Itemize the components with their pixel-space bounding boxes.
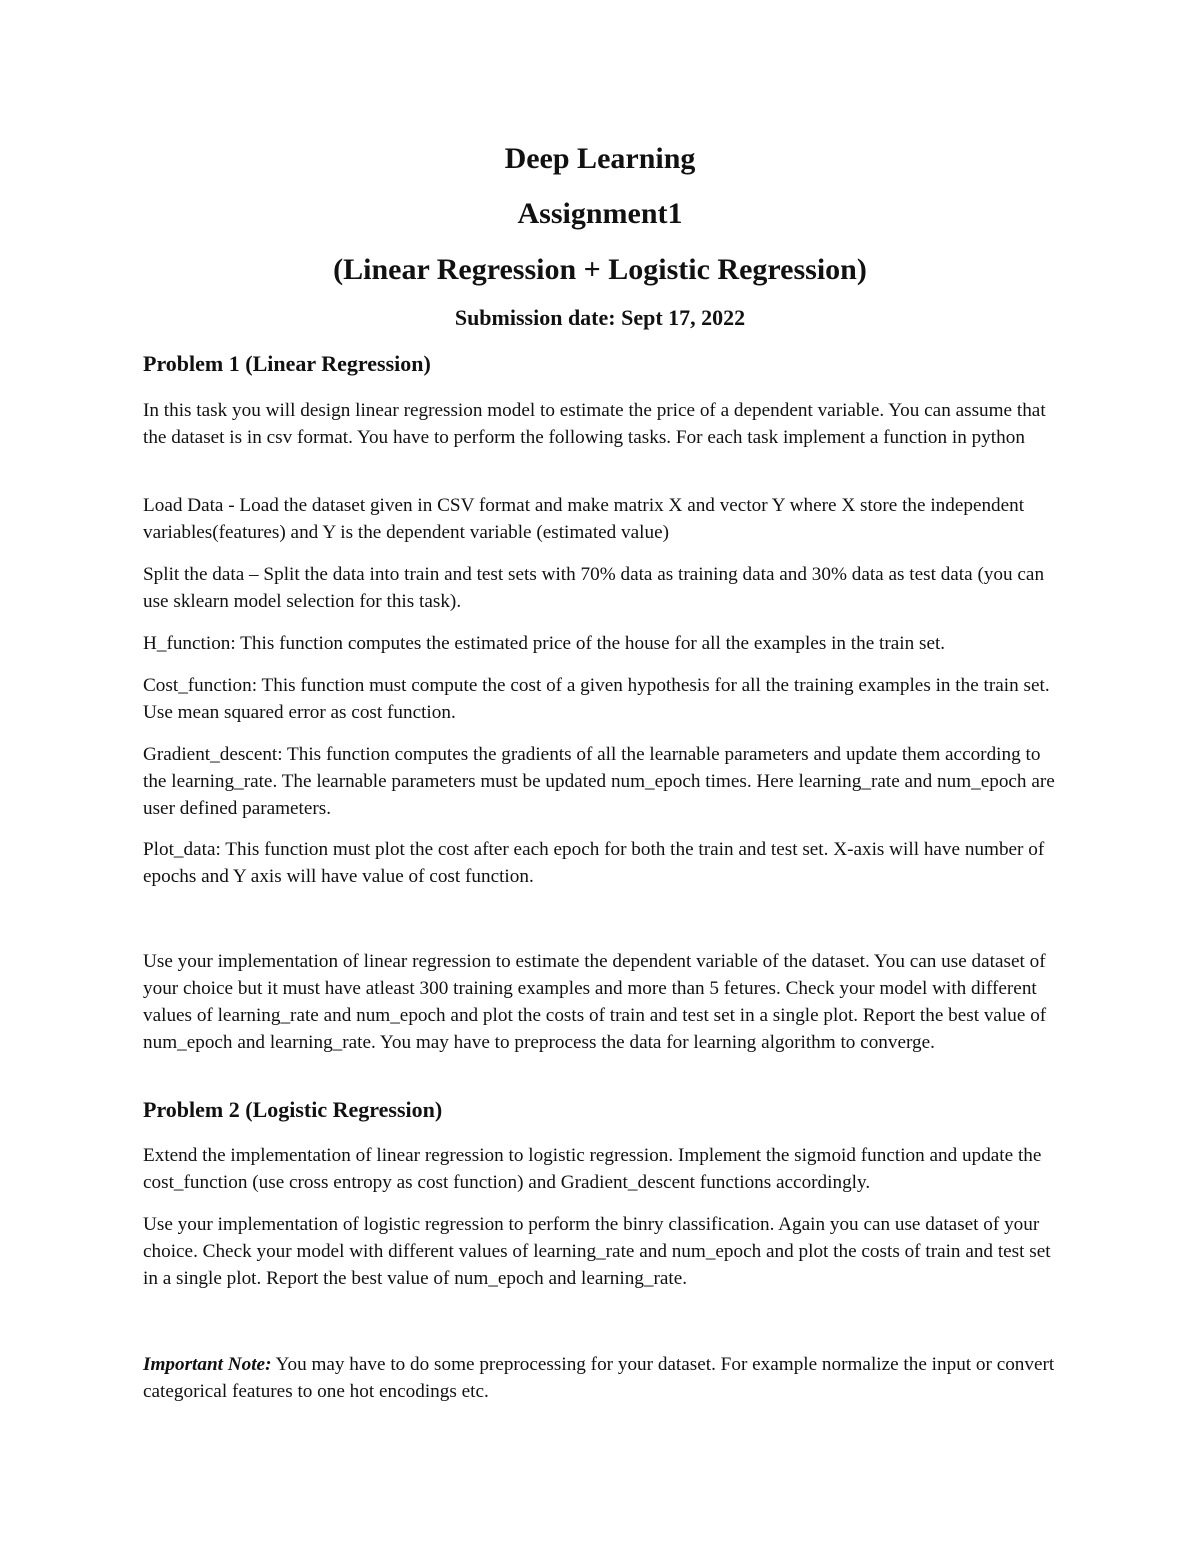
problem2-heading: Problem 2 (Logistic Regression) [143, 1097, 443, 1122]
split-data-task: Split the data – Split the data into train and test sets with 70% data as training data and 30% data as test data (you can use sklearn model selection for this task). [143, 564, 1045, 612]
h-function-task: H_function: This function computes the estimated price of the house for all the examples in the train set. [143, 633, 946, 654]
important-note [143, 1351, 1063, 1405]
submission-date: Submission date: Sept 17, 2022 [454, 305, 746, 330]
document-title: Deep Learning [504, 142, 696, 175]
problem1-heading: Problem 1 (Linear Regression) [143, 351, 431, 376]
load-data-task: Load Data - Load the dataset given in CSV format and make matrix X and vector Y where X store the independent variables(features) and Y is the dependent variable (estimated value) [143, 495, 1025, 543]
important-note-label: Important Note: [143, 1354, 272, 1375]
gradient-descent-task: Gradient_descent: This function computes the gradients of all the learnable parameters and update them according to the learning_rate. The learnable parameters must be updated num_epoch times. Here learning_rate and num_epoch are user defined parameters. [143, 744, 1055, 819]
document-topic: (Linear Regression + Logistic Regression) [333, 253, 867, 286]
document-subtitle: Assignment1 [517, 197, 683, 230]
cost-function-task: Cost_function: This function must compute the cost of a given hypothesis for all the training examples in the train set. Use mean squared error as cost function. [143, 675, 1050, 723]
problem1-usage: Use your implementation of linear regression to estimate the dependent variable of the dataset. You can use dataset of your choice but it must have atleast 300 training examples and more than 5 fetures. Check your model with different values of learning_rate and num_epoch and plot the costs of train and test set in a single plot. Report the best value of num_epoch and learning_rate. You may have to preprocess the data for learning algorithm to converge. [143, 951, 1047, 1053]
important-note-text: You may have to do some preprocessing for your dataset. For example normalize the input or convert categorical features to one hot encodings etc. [143, 1354, 1055, 1402]
problem2-usage: Use your implementation of logistic regression to perform the binry classification. Again you can use dataset of your choice. Check your model with different values of learning_rate and num_epoch and plot the costs of train and test set in a single plot. Report the best value of num_epoch and learning_rate. [143, 1214, 1051, 1289]
problem2-extend: Extend the implementation of linear regression to logistic regression. Implement the sigmoid function and update the cost_function (use cross entropy as cost function) and Gradient_descent functions accordingly. [143, 1145, 1042, 1193]
problem1-intro: In this task you will design linear regression model to estimate the price of a dependent variable. You can assume that the dataset is in csv format. You have to perform the following tasks. For each task implement a function in python [143, 400, 1046, 448]
plot-data-task: Plot_data: This function must plot the cost after each epoch for both the train and test set. X-axis will have number of epochs and Y axis will have value of cost function. [143, 839, 1045, 887]
